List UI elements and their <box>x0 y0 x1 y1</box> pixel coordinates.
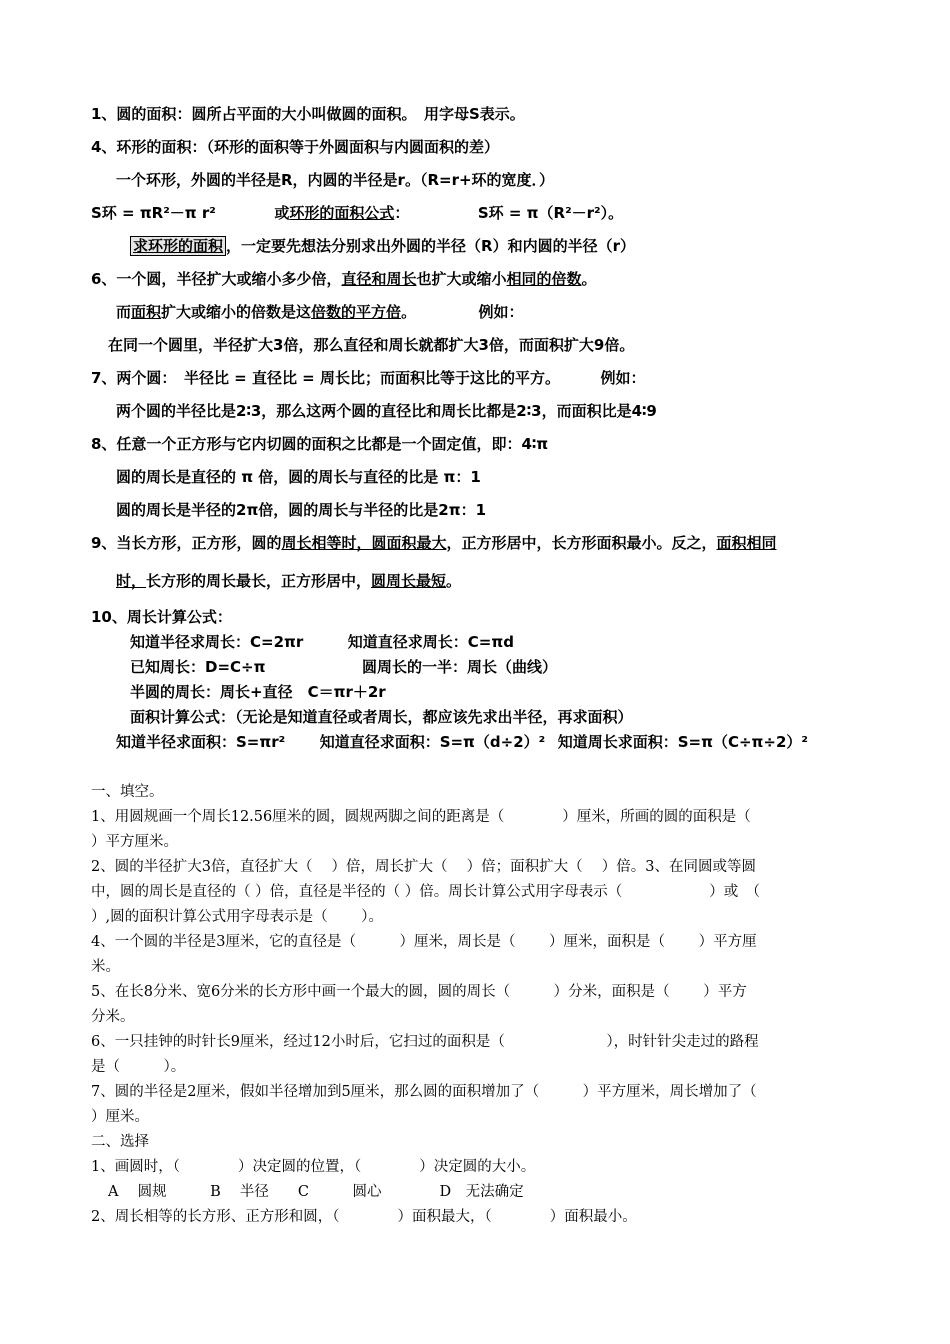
note-6-l2-text: 而 <box>116 303 132 321</box>
note-9-l2-end: 。 <box>446 572 462 590</box>
note-6-line3: 在同一个圆里，半径扩大3倍，那么直径和周长就都扩大3倍，而面积扩大9倍。 <box>108 336 635 354</box>
note-6-end: 。 <box>581 270 597 288</box>
note-7-example-label: 例如： <box>600 369 646 387</box>
note-9 <box>91 532 777 553</box>
note-6-underline-2: 相同的倍数 <box>506 270 582 288</box>
section-fill-in-title: 一、填空。 <box>91 784 164 800</box>
note-6-l2-text-2: 扩大或缩小的倍数是这 <box>161 303 312 321</box>
formula-colon: ： <box>394 204 410 222</box>
note-10-line2 <box>130 631 514 652</box>
note-9-text: 9、当长方形，正方形，圆的 <box>91 534 282 552</box>
question-1: 1、用圆规画一个周长12.56厘米的圆，圆规两脚之间的距离是（ ）厘米，所画的圆的面积是（ <box>91 809 751 825</box>
note-8-line3: 圆的周长是半径的2π倍，圆的周长与半径的比是2π：1 <box>116 501 487 519</box>
half-perimeter: 圆周长的一半：周长（曲线） <box>361 658 557 676</box>
note-9-underline-1: 周长相等时，圆面积最大 <box>281 534 447 552</box>
perimeter-from-diameter: 知道直径求周长：C=πd <box>347 633 514 651</box>
note-1: 1、圆的面积：圆所占平面的大小叫做圆的面积。 用字母S表示。 <box>91 105 525 123</box>
note-9-line2 <box>116 570 461 591</box>
formula-or: 或 <box>274 204 290 222</box>
choice-question-2: 2、周长相等的长方形、正方形和圆，（ ）面积最大，（ ）面积最小。 <box>91 1209 637 1225</box>
question-6: 6、一只挂钟的时针长9厘米，经过12小时后，它扫过的面积是（ ），时针针尖走过的路程 <box>91 1034 759 1050</box>
diameter-from-perimeter: 已知周长：D=C÷π <box>130 658 266 676</box>
note-7 <box>91 367 645 388</box>
note-8: 8、任意一个正方形与它内切圆的面积之比都是一个固定值，即：4∶π <box>91 435 549 453</box>
ring-formula-label: 环形的面积公式 <box>289 204 395 222</box>
note-10: 10、周长计算公式： <box>91 608 232 626</box>
note-4: 4、环形的面积：（环形的面积等于外圆面积与内圆面积的差） <box>91 138 499 156</box>
note-4-line2: 一个环形，外圆的半径是R，内圆的半径是r。（R=r+环的宽度．） <box>116 171 555 189</box>
ring-area-instruction: ，一定要先想法分别求出外圆的半径（R）和内圆的半径（r） <box>226 237 635 255</box>
question-1-cont: ）平方厘米。 <box>91 834 178 850</box>
note-6-l2-underline-1: 面积 <box>131 303 162 321</box>
question-7: 7、圆的半径是2厘米，假如半径增加到5厘米，那么圆的面积增加了（ ）平方厘米，周长增加了（ <box>91 1084 757 1100</box>
choice-question-1: 1、画圆时，（ ）决定圆的位置，（ ）决定圆的大小。 <box>91 1159 536 1175</box>
note-9-l2-underline-1: 时， <box>116 572 147 590</box>
note-6-line2 <box>116 301 524 322</box>
note-6-underline-1: 直径和周长 <box>341 270 417 288</box>
note-7-text: 7、两个圆： 半径比 = 直径比 = 周长比；而面积比等于这比的平方。 <box>91 369 560 387</box>
question-6-cont: 是（ ）。 <box>91 1059 186 1075</box>
note-6-l2-underline-2: 倍数的平方倍 <box>311 303 402 321</box>
question-2-cont-2: ）,圆的面积计算公式用字母表示是（ ）。 <box>91 909 383 925</box>
choice-question-1-options: A 圆规 B 半径 C 圆心 D 无法确定 <box>108 1184 524 1200</box>
area-from-perimeter: 知道周长求面积：S=π（C÷π÷2）² <box>557 733 808 751</box>
note-9-l2-underline-2: 圆周长最短 <box>371 572 447 590</box>
note-4-formula <box>91 202 623 223</box>
note-10-line6 <box>116 731 808 752</box>
note-10-line5: 面积计算公式：（无论是知道直径或者周长，都应该先求出半径，再求面积） <box>130 708 633 726</box>
note-6-text: 6、一个圆，半径扩大或缩小多少倍， <box>91 270 342 288</box>
ring-area-formula-alt: S环 = π（R²－r²）。 <box>477 204 624 222</box>
ring-area-formula: S环 = πR²－π r² <box>91 204 216 222</box>
section-choice-title: 二、选择 <box>91 1134 149 1150</box>
question-4-cont: 米。 <box>91 959 120 975</box>
ring-area-highlight: 求环形的面积 <box>130 236 226 256</box>
perimeter-from-radius: 知道半径求周长：C=2πr <box>130 633 304 651</box>
note-6 <box>91 268 597 289</box>
note-7-line2: 两个圆的半径比是2∶3，那么这两个圆的直径比和周长比都是2∶3，而面积比是4∶9 <box>116 402 657 420</box>
question-5-cont: 分米。 <box>91 1009 135 1025</box>
question-5: 5、在长8分米、宽6分米的长方形中画一个最大的圆，圆的周长（ ）分米，面积是（ ）平方 <box>91 984 747 1000</box>
note-6-l2-end: 。 <box>401 303 417 321</box>
note-6-example-label: 例如： <box>478 303 524 321</box>
note-10-line3 <box>130 656 557 677</box>
question-4: 4、一个圆的半径是3厘米，它的直径是（ ）厘米，周长是（ ）厘米，面积是（ ）平方厘 <box>91 934 757 950</box>
area-from-radius: 知道半径求面积：S=πr² <box>116 733 286 751</box>
note-9-l2-text: 长方形的周长最长，正方形居中， <box>146 572 372 590</box>
note-10-line4: 半圆的周长：周长+直径 C＝πr＋2r <box>130 683 386 701</box>
area-from-diameter: 知道直径求面积：S=π（d÷2）² <box>319 733 546 751</box>
note-9-underline-2: 面积相同 <box>716 534 777 552</box>
question-7-cont: ）厘米。 <box>91 1109 149 1125</box>
note-9-text-2: ，正方形居中，长方形面积最小。反之， <box>446 534 717 552</box>
question-2-cont: 中，圆的周长是直径的（ ）倍，直径是半径的（ ）倍。周长计算公式用字母表示（ ）或 （ <box>91 884 760 900</box>
note-4-line4 <box>130 235 635 256</box>
question-2: 2、圆的半径扩大3倍，直径扩大（ ）倍，周长扩大（ ）倍；面积扩大（ ）倍。3、在同圆或等圆 <box>91 859 756 875</box>
note-8-line2: 圆的周长是直径的 π 倍，圆的周长与直径的比是 π：1 <box>116 468 481 486</box>
note-6-text-2: 也扩大或缩小 <box>416 270 507 288</box>
